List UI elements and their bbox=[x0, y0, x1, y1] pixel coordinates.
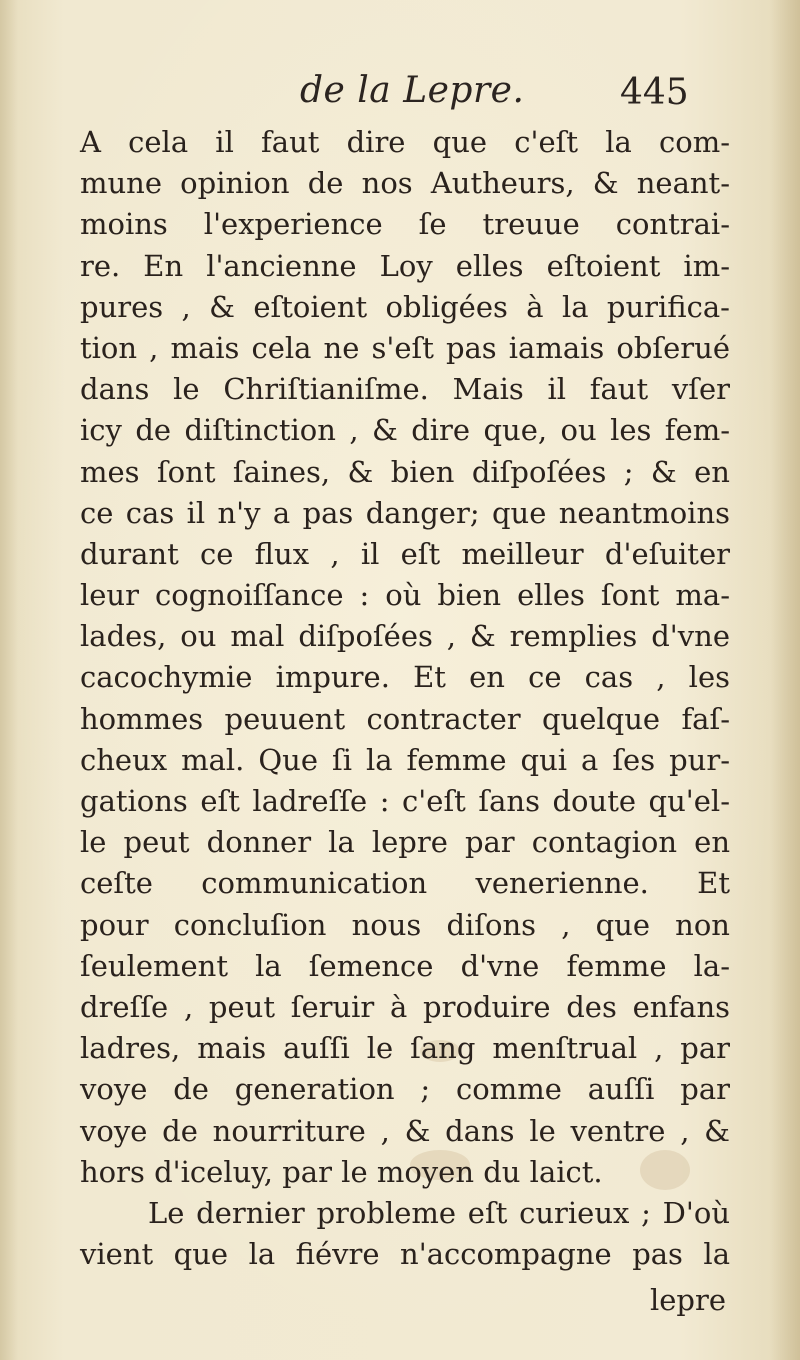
paragraph-start-line: Le dernier probleme eſt curieux ; D'où bbox=[148, 1195, 730, 1230]
running-head-title: de la Lepre. bbox=[300, 70, 525, 111]
text-line: hommes peuuent contracter quelque faſ- bbox=[80, 701, 730, 736]
text-line: cacochymie impure. Et en ce cas , les bbox=[80, 660, 730, 695]
text-line: ceſte communication venerienne. Et bbox=[80, 866, 730, 901]
text-line: gations eſt ladreſſe : c'eſt ſans doute qu'el- bbox=[80, 784, 730, 818]
text-line: mune opinion de nos Autheurs, & neant- bbox=[80, 166, 730, 201]
text-line: icy de diſtinction , & dire que, ou les fem- bbox=[80, 413, 730, 448]
text-line: voye de nourriture , & dans le ventre , & bbox=[80, 1113, 730, 1148]
page-edge-right bbox=[770, 0, 800, 1360]
text-line: le peut donner la lepre par contagion en bbox=[80, 825, 730, 860]
text-line: hors d'iceluy, par le moyen du laict. bbox=[80, 1154, 603, 1189]
text-line: dreſſe , peut ſeruir à produire des enfans bbox=[80, 989, 730, 1024]
text-line: pour concluſion nous diſons , que non bbox=[80, 907, 730, 942]
text-line: dans le Chriſtianiſme. Mais il faut vſer bbox=[80, 372, 730, 407]
text-line: voye de generation ; comme auſſi par bbox=[80, 1072, 730, 1107]
body-text bbox=[80, 122, 730, 1275]
text-line: durant ce flux , il eſt meilleur d'eſuiter bbox=[80, 536, 730, 571]
text-line: A cela il faut dire que c'eſt la com- bbox=[80, 125, 730, 159]
text-line: ſeulement la ſemence d'vne femme la- bbox=[80, 948, 730, 983]
text-line: lades, ou mal diſpoſées , & remplies d'vne bbox=[80, 619, 730, 654]
text-line: pures , & eſtoient obligées à la purifica- bbox=[80, 289, 730, 324]
catchword: lepre bbox=[650, 1283, 727, 1317]
text-line: vient que la fiévre n'accompagne pas la bbox=[80, 1237, 730, 1272]
text-line: moins l'experience ſe treuue contrai- bbox=[80, 207, 730, 242]
text-line: re. En l'ancienne Loy elles eſtoient im- bbox=[80, 248, 730, 283]
text-line: leur cognoiſſance : où bien elles ſont ma- bbox=[80, 578, 730, 613]
text-line: ce cas il n'y a pas danger; que neantmoins bbox=[80, 495, 730, 530]
text-line: ladres, mais auſſi le ſang menſtrual , par bbox=[80, 1031, 730, 1066]
page-edge-left bbox=[0, 0, 18, 1360]
text-line: tion , mais cela ne s'eſt pas iamais obſerué bbox=[80, 330, 730, 365]
text-line: cheux mal. Que ſi la femme qui a ſes pur- bbox=[80, 742, 730, 777]
text-line: mes ſont ſaines, & bien diſpoſées ; & en bbox=[80, 454, 730, 489]
page-number: 445 bbox=[620, 72, 689, 113]
running-head bbox=[0, 70, 800, 120]
